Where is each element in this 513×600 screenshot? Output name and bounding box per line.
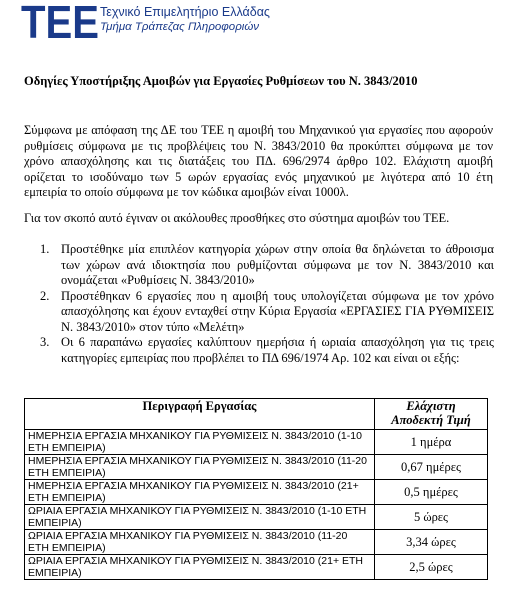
min-value: 0,67 ημέρες	[375, 455, 488, 480]
list-item-text: Προστέθηκαν 6 εργασίες που η αμοιβή τους υπολογίζεται σύμφωνα με τον χρόνο απασχόλησης και έχουν ενταχθεί στην Κύρια Εργασία «ΕΡΓΑΣΙΕΣ ΓΙΑ ΡΥΘΜΙΣΕΙΣ Ν. 3843/2010» στον τύπο «Μελέτη»	[61, 288, 494, 334]
table-row	[25, 555, 488, 580]
list-item	[24, 242, 494, 289]
list-item-number: 2.	[40, 288, 50, 303]
table-row	[25, 530, 488, 555]
min-value: 0,5 ημέρες	[375, 480, 488, 505]
task-description: ΗΜΕΡΗΣΙΑ ΕΡΓΑΣΙΑ ΜΗΧΑΝΙΚΟΥ ΓΙΑ ΡΥΘΜΙΣΕΙΣ Ν. 3843/2010 (21+ ΕΤΗ ΕΜΠΕΙΡΙΑ)	[25, 480, 375, 505]
column-header-min-value	[375, 399, 488, 430]
organization-name: Τεχνικό Επιμελητήριο Ελλάδας	[100, 5, 270, 19]
task-description: ΩΡΙΑΙΑ ΕΡΓΑΣΙΑ ΜΗΧΑΝΙΚΟΥ ΓΙΑ ΡΥΘΜΙΣΕΙΣ Ν. 3843/2010 (1-10 ΕΤΗ ΕΜΠΕΙΡΙΑ)	[25, 505, 375, 530]
list-item-text: Προστέθηκε μία επιπλέον κατηγορία χώρων στην οποία θα δηλώνεται το άθροισμα των χώρων ανά ιδιοκτησία που ρυθμίζονται σύμφωνα με τον Ν. 3843/2010 και ονομάζεται «Ρυθμίσεις Ν. 3843/2010»	[61, 242, 494, 287]
table-row	[25, 455, 488, 480]
table-row	[25, 505, 488, 530]
task-description: ΩΡΙΑΙΑ ΕΡΓΑΣΙΑ ΜΗΧΑΝΙΚΟΥ ΓΙΑ ΡΥΘΜΙΣΕΙΣ Ν. 3843/2010 (21+ ΕΤΗ ΕΜΠΕΙΡΙΑ)	[25, 555, 375, 580]
table-header-row	[25, 399, 488, 430]
list-item	[24, 335, 494, 366]
tee-logo	[21, 0, 101, 48]
min-value: 2,5 ώρες	[375, 555, 488, 580]
column-header-min-value-line2: Αποδεκτή Τιμή	[391, 413, 471, 427]
table-row	[25, 480, 488, 505]
min-value: 1 ημέρα	[375, 430, 488, 455]
additions-list	[24, 242, 494, 366]
purpose-paragraph: Για τον σκοπό αυτό έγιναν οι ακόλουθες προσθήκες στο σύστημα αμοιβών του ΤΕΕ.	[24, 211, 450, 225]
column-header-min-value-line1: Ελάχιστη	[406, 399, 456, 413]
department-name: Τμήμα Τράπεζας Πληροφοριών	[100, 21, 260, 33]
fees-table	[24, 398, 488, 580]
intro-paragraph: Σύμφωνα με απόφαση της ΔΕ του ΤΕΕ η αμοιβή του Μηχανικού για εργασίες που αφορούν ρυθμίσεις σύμφωνα με τις προβλέψεις του Ν. 3843/2010 θα προκύπτει σύμφωνα με τον χρόνο απασχόλησης και τις διατάξεις του ΠΔ. 696/2974 άρθρο 102. Ελάχιστη αμοιβή ορίζεται το ισοδύναμο των 5 ωρών εργασίας ενός μηχανικού με λιγότερα από 10 έτη εμπειρία το οποίο σύμφωνα με τον κώδικα αμοιβών είναι 1000λ.	[24, 123, 493, 199]
list-item-number: 3.	[40, 335, 50, 349]
list-item-number: 1.	[40, 242, 50, 256]
svg-text:ΤΕΕ: ΤΕΕ	[21, 0, 99, 48]
min-value: 3,34 ώρες	[375, 530, 488, 555]
task-description: ΗΜΕΡΗΣΙΑ ΕΡΓΑΣΙΑ ΜΗΧΑΝΙΚΟΥ ΓΙΑ ΡΥΘΜΙΣΕΙΣ Ν. 3843/2010 (11-20 ΕΤΗ ΕΜΠΕΙΡΙΑ)	[25, 455, 375, 480]
table-row	[25, 430, 488, 455]
list-item-text: Οι 6 παραπάνω εργασίες καλύπτουν ημερήσια ή ωριαία απασχόληση για τις τρεις κατηγορίες εμπειρίας που προβλέπει το ΠΔ 696/1974 Αρ. 102 και είναι οι εξής:	[61, 335, 494, 365]
min-value: 5 ώρες	[375, 505, 488, 530]
list-item	[24, 289, 494, 336]
column-header-description: Περιγραφή Εργασίας	[25, 399, 375, 430]
task-description: ΩΡΙΑΙΑ ΕΡΓΑΣΙΑ ΜΗΧΑΝΙΚΟΥ ΓΙΑ ΡΥΘΜΙΣΕΙΣ Ν. 3843/2010 (11-20 ΕΤΗ ΕΜΠΕΙΡΙΑ)	[25, 530, 375, 555]
document-title: Οδηγίες Υποστήριξης Αμοιβών για Εργασίες Ρυθμίσεων του Ν. 3843/2010	[24, 74, 418, 88]
task-description: ΗΜΕΡΗΣΙΑ ΕΡΓΑΣΙΑ ΜΗΧΑΝΙΚΟΥ ΓΙΑ ΡΥΘΜΙΣΕΙΣ Ν. 3843/2010 (1-10 ΕΤΗ ΕΜΠΕΙΡΙΑ)	[25, 430, 375, 455]
